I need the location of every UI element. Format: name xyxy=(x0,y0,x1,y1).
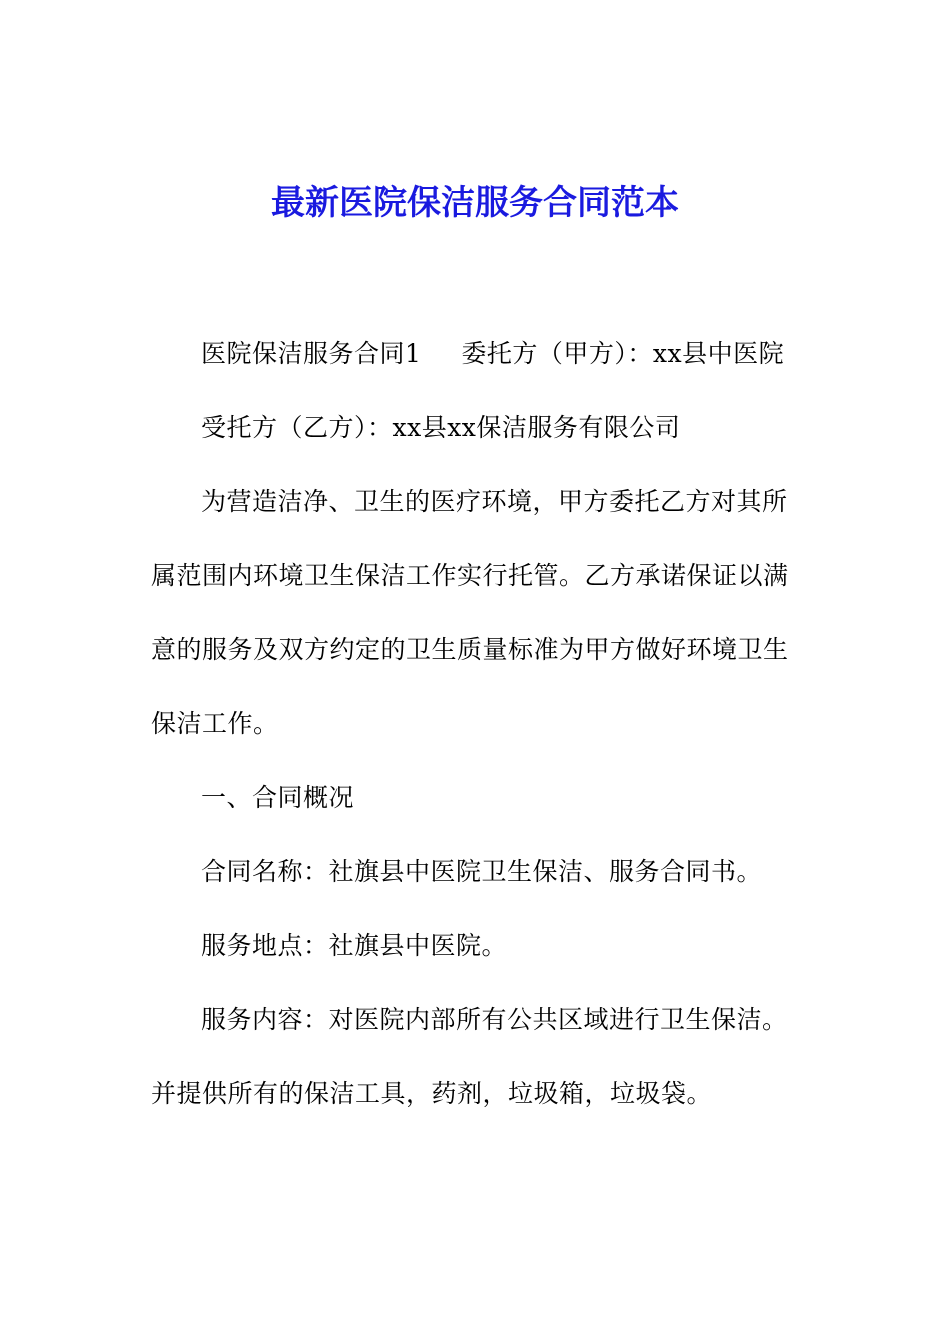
document-title: 最新医院保洁服务合同范本 xyxy=(271,183,679,223)
contract-heading-label: 医院保洁服务合同1 xyxy=(201,339,422,368)
paragraph-service-location: 服务地点：社旗县中医院。 xyxy=(201,931,508,960)
paragraph-contract-heading xyxy=(151,317,791,391)
paragraph-contract-name: 合同名称：社旗县中医院卫生保洁、服务合同书。 xyxy=(201,857,763,886)
section-heading-contract-overview: 一、合同概况 xyxy=(201,783,355,812)
paragraph-contractor-party: 受托方（乙方）：xx县xx保洁服务有限公司 xyxy=(201,413,681,442)
paragraph-service-content: 服务内容：对医院内部所有公共区域进行卫生保洁。并提供所有的保洁工具，药剂，垃圾箱，垃圾袋。 xyxy=(151,1005,788,1108)
document-body xyxy=(151,317,791,1131)
paragraph-purpose: 为营造洁净、卫生的医疗环境，甲方委托乙方对其所属范围内环境卫生保洁工作实行托管。乙方承诺保证以满意的服务及双方约定的卫生质量标准为甲方做好环境卫生保洁工作。 xyxy=(151,487,789,738)
client-party-text: 委托方（甲方）：xx县中医院 xyxy=(461,339,785,368)
